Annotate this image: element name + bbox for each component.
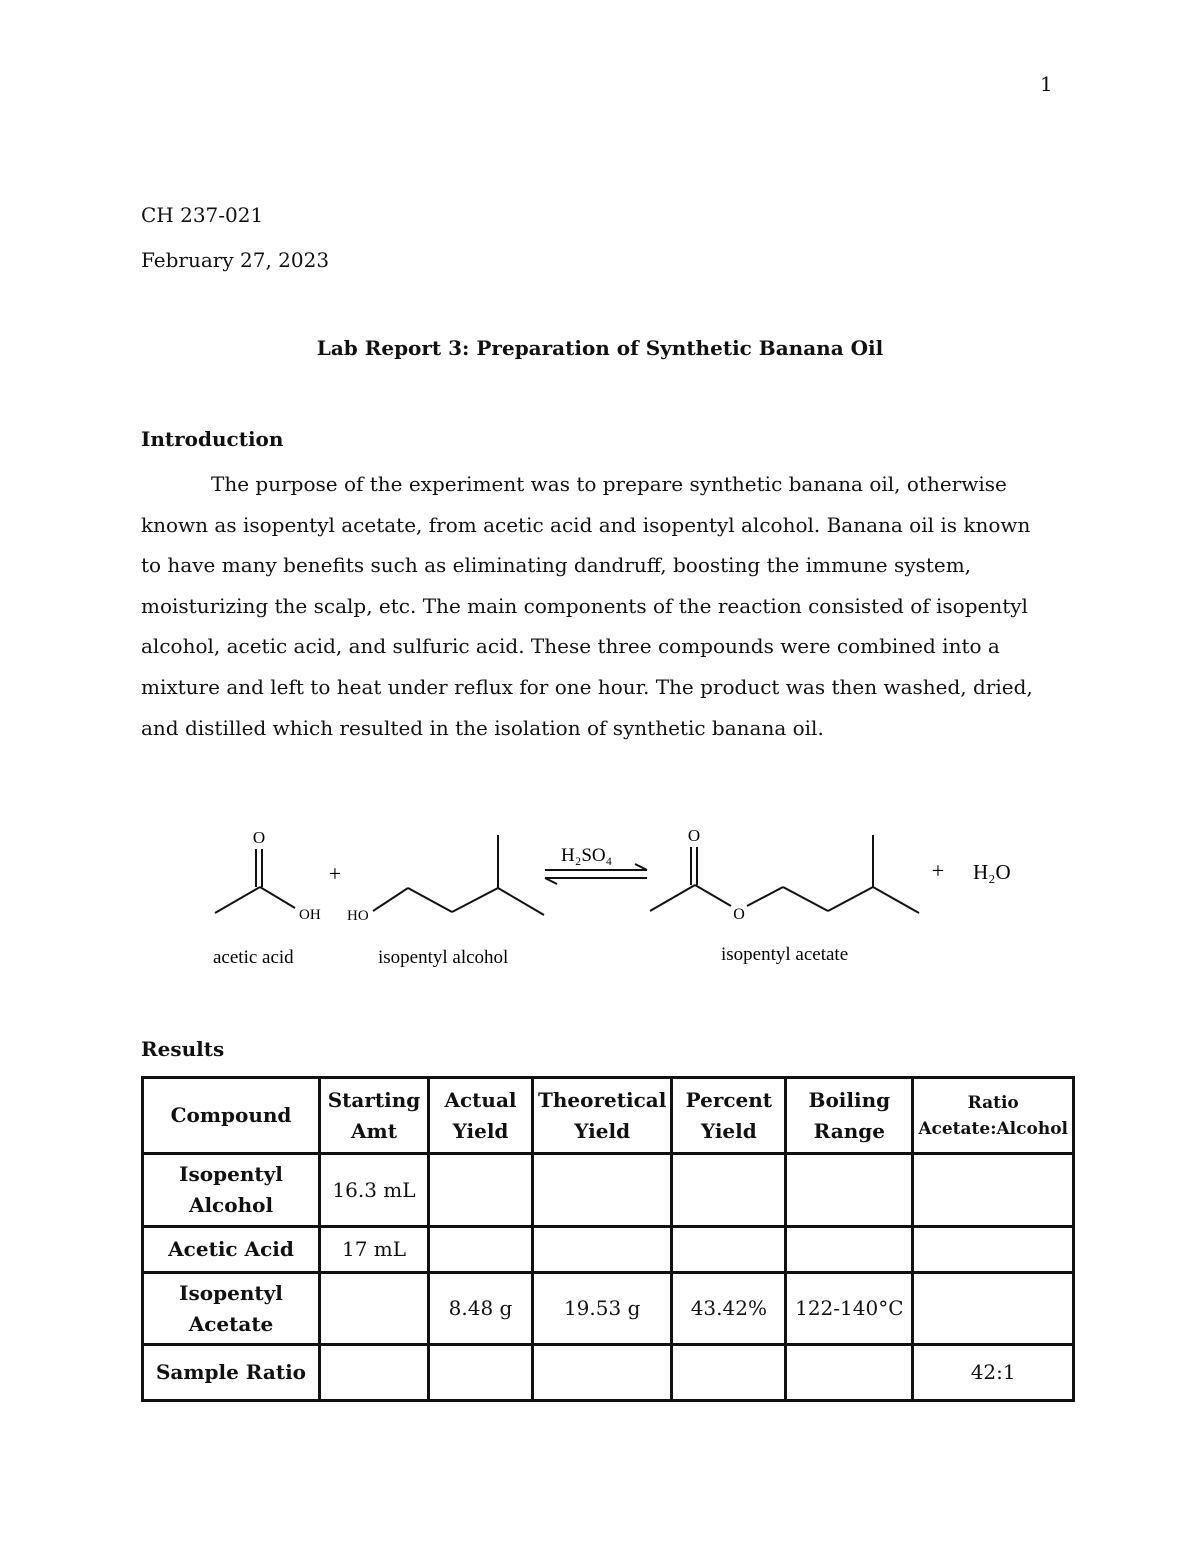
results-heading: Results: [141, 1037, 225, 1061]
introduction-paragraph: [141, 464, 1053, 748]
cell-actual: 8.48 g: [429, 1273, 533, 1345]
acetic-acid-oh: OH: [299, 907, 321, 923]
page-number: 1: [1040, 72, 1053, 96]
introduction-heading: Introduction: [141, 427, 284, 451]
cell-theoretical: [533, 1345, 672, 1401]
column-header: Percent Yield: [672, 1078, 786, 1154]
cell-percent: [672, 1227, 786, 1273]
row-compound: Acetic Acid: [143, 1227, 320, 1273]
row-compound: Isopentyl Acetate: [143, 1273, 320, 1345]
row-compound: Isopentyl Alcohol: [143, 1154, 320, 1227]
cell-theoretical: [533, 1227, 672, 1273]
acetic-acid-oxygen: O: [252, 828, 266, 847]
isopentyl-acetate-label: isopentyl acetate: [721, 944, 849, 965]
table-header-row: [143, 1078, 1074, 1154]
table-row: [143, 1345, 1074, 1401]
cell-ratio: [913, 1273, 1074, 1345]
plus-sign-1: +: [328, 861, 342, 886]
acetic-acid-label: acetic acid: [213, 947, 294, 968]
cell-boiling: [786, 1345, 913, 1401]
isopentyl-acetate-structure: [650, 835, 919, 913]
cell-percent: [672, 1345, 786, 1401]
isopentyl-alcohol-ho: HO: [347, 908, 369, 924]
cell-theoretical: 19.53 g: [533, 1273, 672, 1345]
column-header: Starting Amt: [320, 1078, 429, 1154]
column-header: Theoretical Yield: [533, 1078, 672, 1154]
cell-boiling: [786, 1154, 913, 1227]
row-compound: Sample Ratio: [143, 1345, 320, 1401]
isopentyl-alcohol-structure: [373, 835, 544, 915]
cell-ratio: 42:1: [913, 1345, 1074, 1401]
report-title: Lab Report 3: Preparation of Synthetic Banana Oil: [316, 336, 884, 360]
column-header: Ratio Acetate:Alcohol: [913, 1078, 1074, 1154]
cell-starting: [320, 1273, 429, 1345]
cell-ratio: [913, 1227, 1074, 1273]
cell-starting: 16.3 mL: [320, 1154, 429, 1227]
table-row: [143, 1273, 1074, 1345]
column-header: Boiling Range: [786, 1078, 913, 1154]
water-label: H₂O: [973, 860, 1011, 884]
introduction-text: The purpose of the experiment was to prepare synthetic banana oil, otherwise known as isopentyl acetate, from acetic acid and isopentyl alcohol. Banana oil is known to have many benefits such as eliminating dandruff, boosting the immune system, moisturizing the scalp, etc. The main components of the reaction consisted of isopentyl alcohol, acetic acid, and sulfuric acid. These three compounds were combined into a mixture and left to heat under reflux for one hour. The product was then washed, dried, and distilled which resulted in the isolation of synthetic banana oil.: [141, 472, 1033, 740]
report-date: February 27, 2023: [141, 248, 330, 272]
column-header: Actual Yield: [429, 1078, 533, 1154]
cell-theoretical: [533, 1154, 672, 1227]
cell-actual: [429, 1227, 533, 1273]
cell-boiling: [786, 1227, 913, 1273]
cell-boiling: 122-140°C: [786, 1273, 913, 1345]
acetic-acid-structure: [215, 849, 295, 913]
cell-percent: 43.42%: [672, 1273, 786, 1345]
plus-sign-2: +: [931, 858, 945, 883]
cell-starting: [320, 1345, 429, 1401]
acetate-ester-oxygen: O: [733, 906, 745, 923]
table-row: [143, 1227, 1074, 1273]
catalyst-label: H₂SO₄: [561, 845, 613, 866]
course-code: CH 237-021: [141, 203, 264, 227]
acetate-carbonyl-oxygen: O: [687, 826, 701, 845]
cell-starting: 17 mL: [320, 1227, 429, 1273]
cell-actual: [429, 1154, 533, 1227]
cell-actual: [429, 1345, 533, 1401]
cell-percent: [672, 1154, 786, 1227]
cell-ratio: [913, 1154, 1074, 1227]
equilibrium-arrows: [545, 864, 647, 884]
column-header: Compound: [143, 1078, 320, 1154]
isopentyl-alcohol-label: isopentyl alcohol: [378, 947, 509, 968]
reaction-scheme: [195, 815, 1035, 975]
table-row: [143, 1154, 1074, 1227]
results-table: [141, 1076, 1075, 1402]
